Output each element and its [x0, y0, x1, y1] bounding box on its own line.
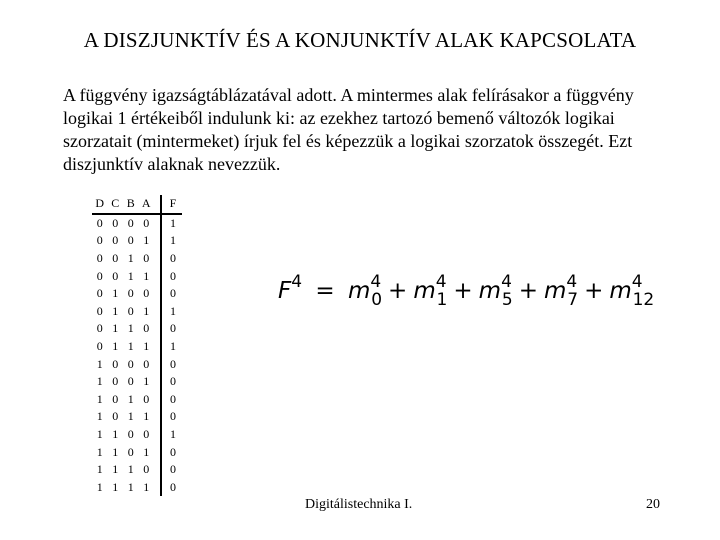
- table-row: [92, 214, 182, 233]
- header-a: A: [139, 195, 155, 214]
- table-cell: 0: [112, 251, 119, 266]
- output-cell: 1: [170, 233, 176, 248]
- table-cell: 1: [96, 479, 103, 494]
- table-cell: 1: [143, 233, 150, 248]
- table-row: [92, 250, 182, 268]
- formula-terms: [347, 272, 655, 310]
- table-row: [92, 338, 182, 356]
- table-cell: 0: [127, 286, 134, 301]
- minterm-sup: 4: [566, 272, 578, 292]
- output-cell: 1: [170, 339, 176, 354]
- footer-course-name: Digitálistechnika I.: [305, 497, 413, 512]
- table-cell: 0: [127, 233, 134, 248]
- table-cell: 1: [112, 339, 119, 354]
- table-row: [92, 355, 182, 373]
- minterm-sup: 4: [501, 272, 512, 292]
- table-cell: 0: [143, 356, 150, 371]
- output-cell: 0: [170, 462, 176, 477]
- table-row: [92, 426, 182, 444]
- truth-table-header: [92, 195, 182, 214]
- table-row: [92, 391, 182, 409]
- formula-plus: +: [518, 278, 538, 304]
- table-cell: 0: [96, 215, 103, 230]
- table-row: [92, 267, 182, 285]
- table-cell: 1: [143, 268, 150, 283]
- output-cell: 0: [170, 479, 176, 494]
- table-cell: 0: [96, 233, 103, 248]
- table-row: [92, 479, 182, 497]
- header-b: B: [123, 195, 139, 214]
- table-cell: 0: [96, 268, 103, 283]
- minterm-term: $m^4_{12}$: [609, 272, 655, 310]
- output-cell: 0: [170, 286, 176, 301]
- table-cell: 0: [143, 286, 150, 301]
- table-cell: 1: [127, 268, 134, 283]
- table-cell: 1: [96, 374, 103, 389]
- output-cell: 1: [170, 303, 176, 318]
- header-f: F: [164, 195, 182, 214]
- table-cell: 1: [127, 339, 134, 354]
- output-cell: 0: [170, 444, 176, 459]
- minterm-sub: 7: [567, 290, 579, 310]
- table-cell: 1: [143, 444, 150, 459]
- table-cell: 1: [96, 391, 103, 406]
- table-cell: 0: [112, 215, 119, 230]
- formula-equals: =: [315, 278, 335, 304]
- table-cell: 1: [96, 356, 103, 371]
- table-cell: 1: [112, 479, 119, 494]
- minterm-term: $m^4_1$: [413, 272, 448, 310]
- intro-paragraph: A függvény igazságtáblázatával adott. A mintermes alak felírásakor a függvény logikai 1 értékeiből indulunk ki: az ezekhez tartozó bemenő változók logikai szorzatait (mintermeket) írjuk fel és képezzük a logikai szorzatok összegét. Ezt diszjunktív alaknak nevezzük.: [63, 85, 634, 174]
- table-cell: 0: [96, 321, 103, 336]
- table-cell: 1: [112, 462, 119, 477]
- table-cell: 0: [112, 409, 119, 424]
- output-cell: 0: [170, 391, 176, 406]
- output-cell: 0: [170, 268, 176, 283]
- table-cell: 1: [96, 427, 103, 442]
- header-c: C: [108, 195, 124, 214]
- formula-lhs: $F^4$: [278, 272, 303, 304]
- minterm-sup: 4: [631, 272, 643, 292]
- table-cell: 0: [112, 268, 119, 283]
- minterm-sup: 4: [370, 272, 382, 292]
- table-cell: 0: [112, 391, 119, 406]
- table-row: [92, 285, 182, 303]
- table-cell: 0: [127, 427, 134, 442]
- table-cell: 0: [96, 303, 103, 318]
- table-row: [92, 320, 182, 338]
- table-cell: 1: [143, 409, 150, 424]
- table-cell: 0: [96, 339, 103, 354]
- slide-title: A DISZJUNKTÍV ÉS A KONJUNKTÍV ALAK KAPCSOLATA: [83, 28, 637, 52]
- minterm-sup: 4: [435, 272, 447, 292]
- table-cell: 1: [143, 339, 150, 354]
- table-cell: 1: [112, 444, 119, 459]
- table-cell: 1: [112, 286, 119, 301]
- table-cell: 1: [127, 251, 134, 266]
- table-cell: 0: [112, 356, 119, 371]
- table-cell: 0: [127, 356, 134, 371]
- table-cell: 1: [96, 462, 103, 477]
- table-cell: 1: [127, 409, 134, 424]
- table-cell: 0: [112, 374, 119, 389]
- formula-lhs-sup: 4: [291, 272, 303, 292]
- table-row: [92, 373, 182, 391]
- output-cell: 0: [170, 251, 176, 266]
- truth-table: [92, 195, 182, 496]
- table-cell: 0: [96, 251, 103, 266]
- table-cell: 1: [112, 303, 119, 318]
- output-cell: 1: [170, 215, 176, 230]
- table-cell: 0: [143, 251, 150, 266]
- minterm-term: $m^4_5$: [478, 272, 513, 310]
- minterm-sub: 12: [632, 290, 655, 310]
- output-cell: 0: [170, 321, 176, 336]
- table-row: [92, 408, 182, 426]
- output-cell: 0: [170, 356, 176, 371]
- table-cell: 0: [127, 215, 134, 230]
- table-cell: 1: [143, 303, 150, 318]
- formula-plus: +: [453, 278, 473, 304]
- page-number: 20: [646, 497, 660, 512]
- table-cell: 1: [112, 321, 119, 336]
- table-cell: 1: [127, 462, 134, 477]
- table-cell: 1: [127, 321, 134, 336]
- minterm-term: $m^4_7$: [544, 272, 579, 310]
- table-cell: 0: [143, 462, 150, 477]
- minterm-formula: [278, 272, 655, 310]
- table-cell: 0: [127, 374, 134, 389]
- table-cell: 1: [127, 391, 134, 406]
- table-cell: 0: [143, 215, 150, 230]
- minterm-sub: 1: [436, 290, 448, 310]
- output-cell: 0: [170, 374, 176, 389]
- table-cell: 0: [143, 391, 150, 406]
- table-cell: 0: [143, 427, 150, 442]
- header-d: D: [92, 195, 108, 214]
- table-cell: 1: [96, 409, 103, 424]
- table-row: [92, 461, 182, 479]
- output-cell: 1: [170, 427, 176, 442]
- formula-plus: +: [584, 278, 604, 304]
- table-row: [92, 303, 182, 321]
- table-cell: 0: [143, 321, 150, 336]
- table-row: [92, 443, 182, 461]
- minterm-sub: 5: [501, 290, 513, 310]
- table-cell: 0: [127, 444, 134, 459]
- output-cell: 0: [170, 409, 176, 424]
- table-cell: 1: [127, 479, 134, 494]
- table-cell: 1: [112, 427, 119, 442]
- minterm-term: $m^4_0$: [347, 272, 383, 310]
- table-cell: 0: [96, 286, 103, 301]
- table-cell: 1: [96, 444, 103, 459]
- table-cell: 0: [112, 233, 119, 248]
- table-row: [92, 232, 182, 250]
- minterm-sub: 0: [371, 290, 383, 310]
- table-cell: 1: [143, 374, 150, 389]
- table-cell: 0: [127, 303, 134, 318]
- formula-plus: +: [388, 278, 408, 304]
- table-cell: 1: [143, 479, 150, 494]
